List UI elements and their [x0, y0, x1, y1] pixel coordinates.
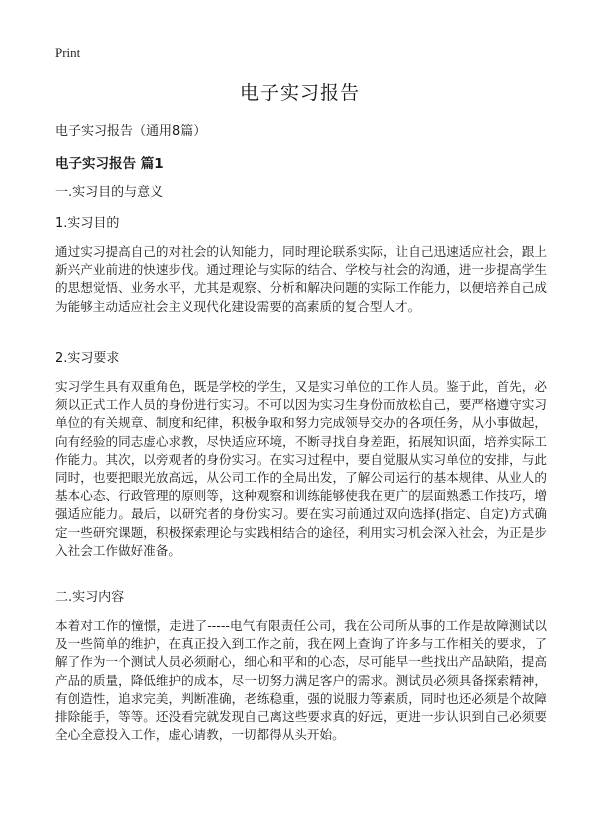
paragraph-requirements: 实习学生具有双重角色，既是学校的学生，又是实习单位的工作人员。鉴于此，首先，必须以正式工作人员的身份进行实习。不可以因为实习生身份而放松自己，要严格遵守实习单位的有关规章、制度和纪律，积极争取和努力完成领导交办的各项任务，从小事做起，向有经验的同志虚心求教，尽快适应环境，不断寻找自身差距，拓展知识面，培养实际工作能力。其次，以旁观者的身份实习。在实习过程中，要自觉服从实习单位的安排，与此同时，也要把眼光放高远，从公司工作的全局出发，了解公司运行的基本规律、从业人的基本心态、行政管理的原则等，这种观察和训练能够使我在更广的层面熟悉工作技巧，增强适应能力。最后，以研究者的身份实习。要在实习前通过双向选择(指定、自定)方式确定一些研究课题，积极探索理论与实践相结合的途径，利用实习机会深入社会，为正是步入社会工作做好准备。: [55, 379, 547, 558]
heading-purpose-significance: 一.实习目的与意义: [55, 185, 164, 200]
document-subtitle: 电子实习报告（通用8篇）: [55, 124, 207, 139]
print-link[interactable]: Print: [55, 45, 81, 60]
section-heading: 电子实习报告 篇1: [55, 156, 164, 172]
heading-content: 二.实习内容: [55, 590, 125, 605]
paragraph-purpose: 通过实习提高自己的对社会的认知能力，同时理论联系实际，让自己迅速适应社会，跟上新兴产业前进的快速步伐。通过理论与实际的结合、学校与社会的沟通，进一步提高学生的思想觉悟、业务水平，尤其是观察、分析和解决问题的实际工作能力，以便培养自己成为能够主动适应社会主义现代化建设需要的高素质的复合型人才。: [55, 244, 547, 314]
paragraph-content: 本着对工作的憧憬，走进了-----电气有限责任公司，我在公司所从事的工作是故障测试以及一些简单的维护，在真正投入到工作之前，我在网上查询了许多与工作相关的要求，了解了作为一个测试人员必须耐心，细心和平和的心态，尽可能早一些找出产品缺陷，提高产品的质量，降低维护的成本，尽一切努力满足客户的需求。测试员必须具备探索精神，有创造性，追求完美，判断准确，老练稳重，强的说服力等素质，同时也还必须是个故障排除能手，等等。还没看完就发现自己离这些要求真的好远，更进一步认识到自己必须要全心全意投入工作，虚心请教，一切都得从头开始。: [55, 618, 547, 743]
document-title: 电子实习报告: [239, 82, 360, 104]
heading-purpose: 1.实习目的: [55, 216, 120, 231]
heading-requirements: 2.实习要求: [55, 351, 120, 366]
